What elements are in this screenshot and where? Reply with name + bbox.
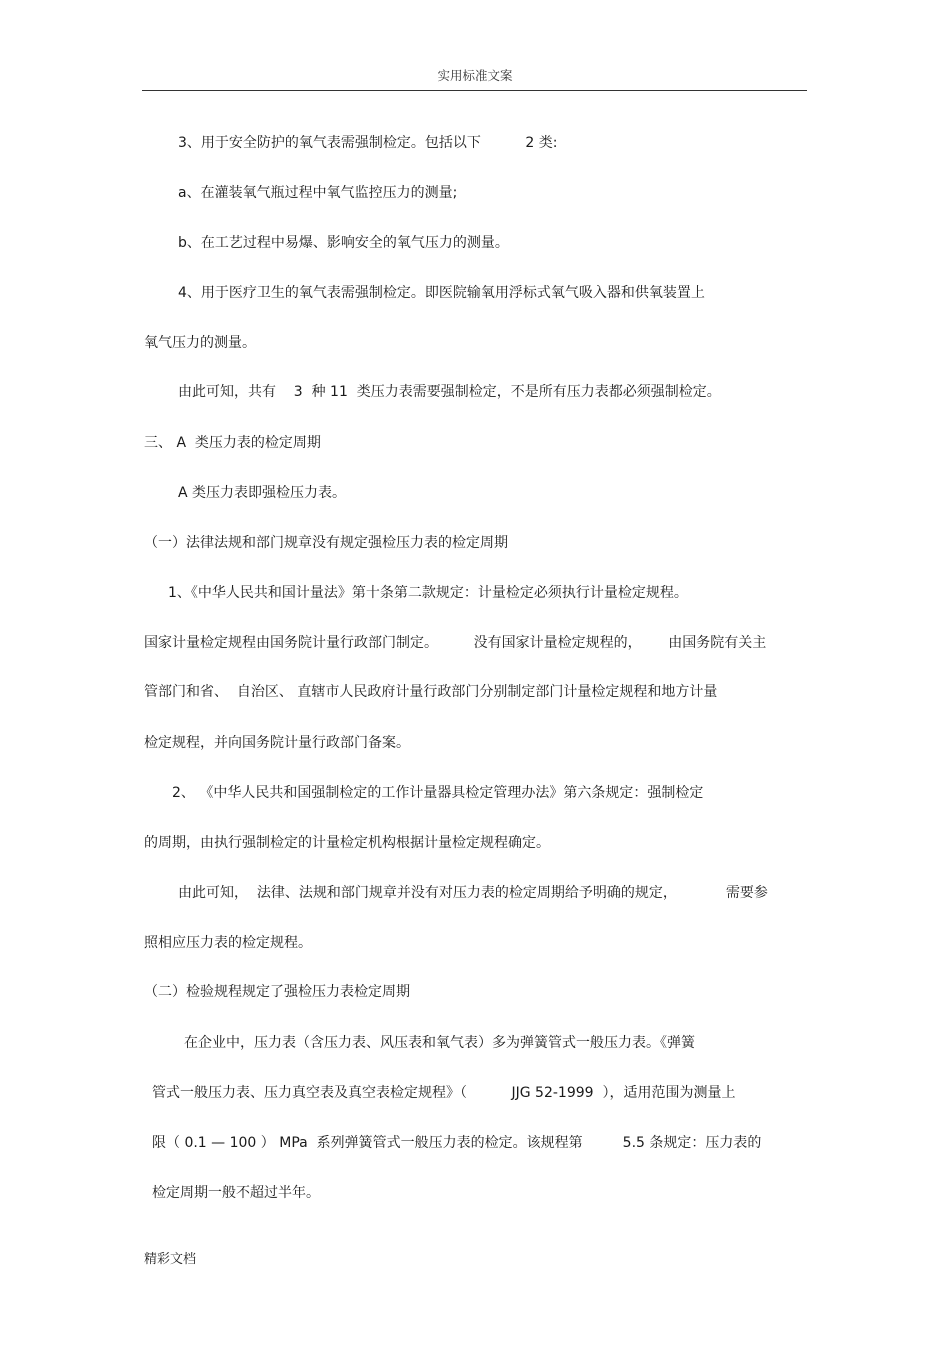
para-line-16: 由此可知， 法律、法规和部门规章并没有对压力表的检定周期给予明确的规定， 需要参 — [178, 885, 768, 901]
page-footer: 精彩文档 — [144, 1252, 197, 1267]
para-line-1: 3、用于安全防护的氧气表需强制检定。包括以下 2 类: — [178, 135, 558, 151]
para-line-6: 由此可知，共有 3 种 11 类压力表需要强制检定，不是所有压力表都必须强制检定。 — [178, 384, 721, 400]
subsection-heading-1: （一）法律法规和部门规章没有规定强检压力表的检定周期 — [144, 535, 508, 551]
para-line-15: 的周期，由执行强制检定的计量检定机构根据计量检定规程确定。 — [144, 835, 550, 851]
para-line-14: 2、 《中华人民共和国强制检定的工作计量器具检定管理办法》第六条规定：强制检定 — [172, 785, 704, 801]
subsection-heading-2: （二）检验规程规定了强检压力表检定周期 — [144, 984, 410, 1000]
para-line-4: 4、用于医疗卫生的氧气表需强制检定。即医院输氧用浮标式氧气吸入器和供氧装置上 — [178, 285, 705, 301]
header-rule — [142, 90, 807, 91]
para-line-3: b、在工艺过程中易爆、影响安全的氧气压力的测量。 — [178, 235, 509, 251]
para-line-5: 氧气压力的测量。 — [144, 335, 256, 351]
para-line-10: 1、《中华人民共和国计量法》第十条第二款规定：计量检定必须执行计量检定规程。 — [168, 585, 688, 601]
para-line-13: 检定规程，并向国务院计量行政部门备案。 — [144, 735, 410, 751]
para-line-20: 管式一般压力表、压力真空表及真空表检定规程》（ JJG 52-1999 ），适用范围为测量上 — [152, 1085, 736, 1101]
para-line-19: 在企业中，压力表（含压力表、风压表和氧气表）多为弹簧管式一般压力表。《弹簧 — [184, 1035, 695, 1051]
para-line-8: A 类压力表即强检压力表。 — [178, 485, 347, 501]
para-line-11: 国家计量检定规程由国务院计量行政部门制定。 没有国家计量检定规程的， 由国务院有关主 — [144, 635, 767, 651]
page-header: 实用标准文案 — [437, 68, 513, 83]
para-line-22: 检定周期一般不超过半年。 — [152, 1185, 320, 1201]
section-heading-3: 三、 A 类压力表的检定周期 — [144, 435, 321, 451]
para-line-12: 管部门和省、 自治区、 直辖市人民政府计量行政部门分别制定部门计量检定规程和地方计量 — [144, 684, 718, 700]
para-line-21: 限（ 0.1 — 100 ） MPa 系列弹簧管式一般压力表的检定。该规程第 5.5 条规定：压力表的 — [152, 1135, 762, 1151]
para-line-17: 照相应压力表的检定规程。 — [144, 935, 312, 951]
para-line-2: a、在灌装氧气瓶过程中氧气监控压力的测量; — [178, 185, 458, 201]
